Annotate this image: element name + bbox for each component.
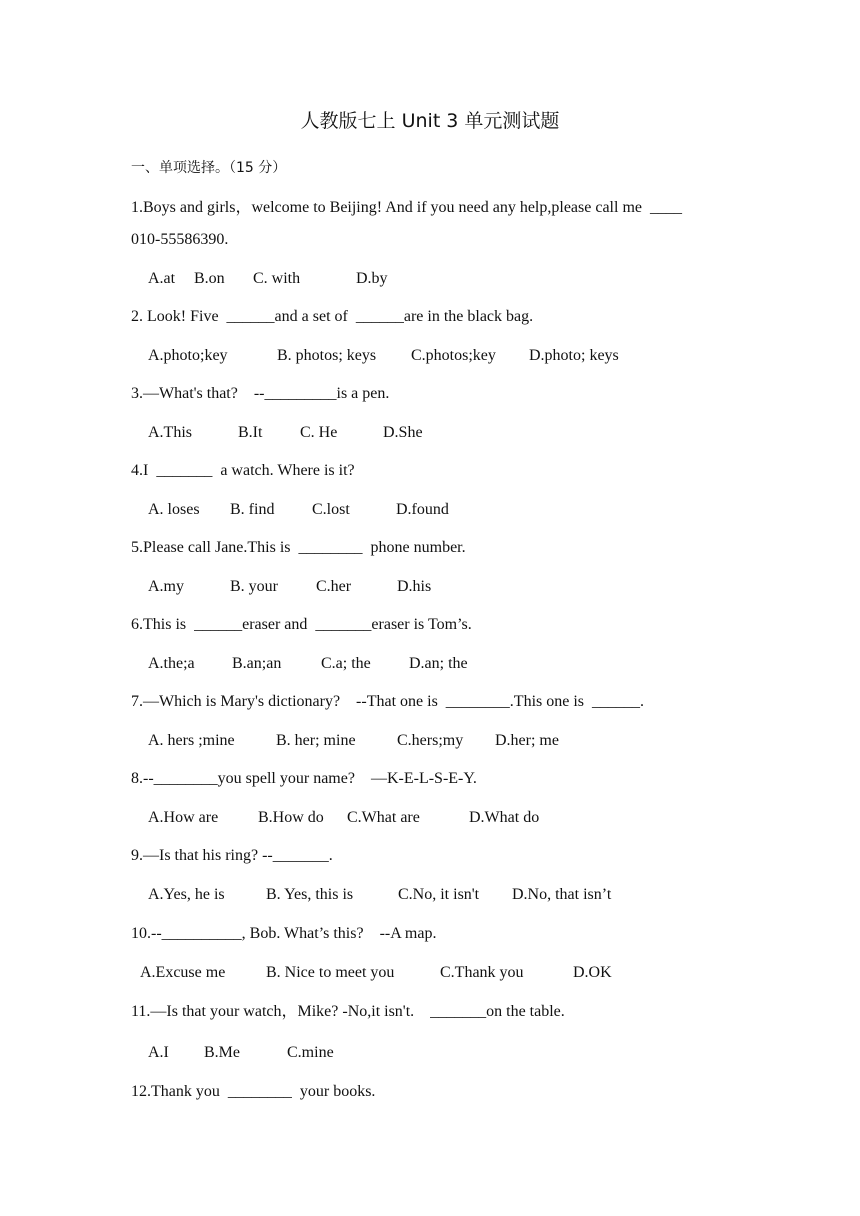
question-10-option-d: D.OK [573,964,612,981]
question-9-option-d: D.No, that isn’t [512,886,612,903]
question-9-option-a: A.Yes, he is [148,886,225,903]
question-9-line-1: 9.—Is that his ring? --_______. [131,847,333,864]
question-3-option-a: A.This [148,424,192,441]
question-4-option-c: C.lost [312,501,350,518]
question-1-option-a: A.at [148,270,176,287]
question-11-option-b: B.Me [204,1044,240,1061]
question-8-option-a: A.How are [148,809,219,826]
question-10-option-a: A.Excuse me [140,964,226,981]
question-11-option-c: C.mine [287,1044,334,1061]
question-2-option-d: D.photo; keys [529,347,619,364]
question-1-option-b: B.on [194,270,225,287]
question-11-line-1: 11.—Is that your watch，Mike? -No,it isn't. _______on the table. [131,1003,565,1020]
question-2-option-b: B. photos; keys [277,347,377,364]
question-12-line-1: 12.Thank you ________ your books. [131,1083,376,1100]
question-3-option-c: C. He [300,424,338,441]
question-7-option-c: C.hers;my [397,732,464,749]
question-10-option-c: C.Thank you [440,964,524,981]
question-1-option-c: C. with [253,270,301,287]
question-5-line-1: 5.Please call Jane.This is ________ phone number. [131,539,466,556]
question-3-option-b: B.It [238,424,263,441]
question-8-line-1: 8.--________you spell your name? —K-E-L-S-E-Y. [131,770,477,787]
question-11-option-a: A.I [148,1044,169,1061]
question-8-option-b: B.How do [258,809,324,826]
question-4-line-1: 4.I _______ a watch. Where is it? [131,462,355,479]
question-9-option-c: C.No, it isn't [398,886,480,903]
question-6-line-1: 6.This is ______eraser and _______eraser is Tom’s. [131,616,472,633]
question-5-option-c: C.her [316,578,352,595]
question-8-option-c: C.What are [347,809,420,826]
question-6-option-a: A.the;a [148,655,195,672]
question-4-option-a: A. loses [148,501,200,518]
question-10-option-b: B. Nice to meet you [266,964,395,981]
question-3-line-1: 3.—What's that? --_________is a pen. [131,385,390,402]
question-7-line-1: 7.—Which is Mary's dictionary? --That one is ________.This one is ______. [131,693,645,710]
question-6-option-c: C.a; the [321,655,371,672]
question-6-option-d: D.an; the [409,655,468,672]
question-5-option-b: B. your [230,578,278,595]
question-10-line-1: 10.--__________, Bob. What’s this? --A map. [131,925,437,942]
page-title: 人教版七上 Unit 3 单元测试题 [300,110,560,132]
question-4-option-d: D.found [396,501,449,518]
question-7-option-a: A. hers ;mine [148,732,235,749]
section-heading: 一、单项选择。（15 分） [131,160,287,176]
question-1-line-2: 010-55586390. [131,231,229,248]
question-7-option-d: D.her; me [495,732,559,749]
question-6-option-b: B.an;an [232,655,282,672]
question-3-option-d: D.She [383,424,423,441]
question-7-option-b: B. her; mine [276,732,356,749]
question-9-option-b: B. Yes, this is [266,886,354,903]
question-2-option-a: A.photo;key [148,347,228,364]
question-8-option-d: D.What do [469,809,540,826]
question-5-option-d: D.his [397,578,432,595]
question-1-option-d: D.by [356,270,388,287]
question-4-option-b: B. find [230,501,275,518]
question-2-line-1: 2. Look! Five ______and a set of ______are in the black bag. [131,308,534,325]
question-1-line-1: 1.Boys and girls，welcome to Beijing! And if you need any help,please call me ____ [131,199,682,216]
question-2-option-c: C.photos;key [411,347,496,364]
question-5-option-a: A.my [148,578,184,595]
